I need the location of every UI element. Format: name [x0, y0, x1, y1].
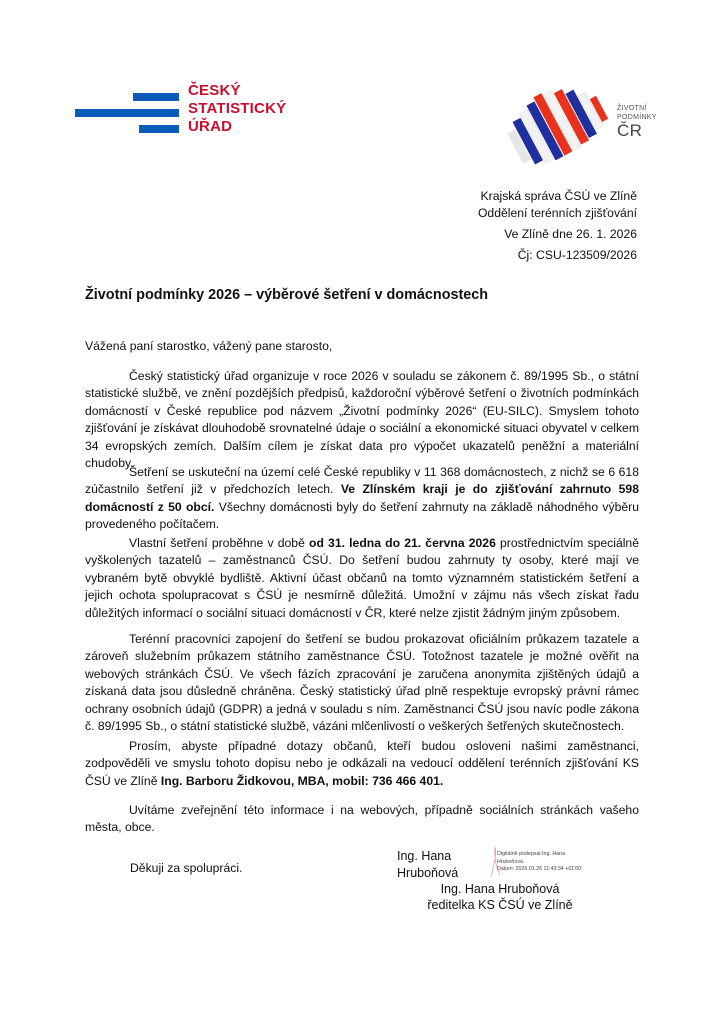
logo-line: ŽIVOTNÍ — [617, 105, 647, 112]
zivotni-podminky-logo — [505, 78, 657, 178]
paragraph-text: Vlastní šetření proběhne v době — [129, 536, 310, 550]
logo-cr: ČR — [617, 121, 643, 140]
paragraph-text: Terénní pracovníci zapojení do šetření se budou prokazovat oficiálním průkazem tazatele a zároveň služebním průkazem státního zaměstnance ČSÚ. Totožnost tazatele je možné ověřit na webových stránkách ČSÚ. Ve všech fázích zpracování je zaručena anonymita zjištěných údajů a získaná data jsou důsledně chráněna. Český statistický úřad plně respektuje evropský právní rámec ochrany osobních údajů (GDPR) a jedná v souladu s ním. Zaměstnanci ČSÚ jsou navíc podle zákona č. 89/1995 Sb., o státní statistické službě, vázáni mlčenlivostí o veškerých šetřených skutečnostech. — [85, 632, 639, 734]
salutation: Vážená paní starostko, vážený pane starosto, — [85, 339, 333, 353]
digital-signature-line: Digitálně podepsal Ing. Hana — [497, 851, 566, 857]
paragraph-1 — [85, 368, 639, 472]
logo-line: ÚŘAD — [188, 118, 233, 135]
contact-person: Ing. Barboru Židkovou, MBA, mobil: 736 466 401. — [160, 773, 444, 788]
paragraph-text: Český statistický úřad organizuje v roce 2026 v souladu se zákonem č. 89/1995 Sb., o státní statistické službě, ve znění pozdějších předpisů, každoroční výběrové šetření o životních podmínkách domácností v České republice pod názvem „Životní podmínky 2026“ (EU-SILC). Smyslem tohoto zjišťování je získávat dlouhodobě srovnatelné údaje o sociální a ekonomické situaci obyvatel v celkem 34 evropských zemích. Dalším cílem je získat data pro výpočet ukazatelů peněžní a materiální chudoby. — [85, 369, 639, 471]
zp-logo-text — [617, 104, 657, 140]
office-name: Krajská správa ČSÚ ve Zlíně — [480, 189, 637, 203]
department-name: Oddělení terénních zjišťování — [477, 206, 637, 220]
paragraph-text: Prosím, abyste případné dotazy občanů, kteří budou osloveni našimi zaměstnanci, zodpověděli ve smyslu tohoto dopisu nebo je odkázali na vedoucí oddělení terénních zjišťování KS ČSÚ ve Zlíně — [85, 739, 639, 788]
digital-signature-line: Hruboňová — [497, 858, 523, 865]
sender-address — [478, 188, 637, 264]
paragraph-text: Šetření se uskuteční na území celé České republiky v 11 368 domácnostech, z nichž se 6 618 zúčastnilo šetření již v předchozích letech. — [85, 465, 639, 497]
signatory-position: ředitelka KS ČSÚ ve Zlíně — [427, 898, 573, 912]
paragraph-text: Uvítáme zveřejnění této informace i na webových, případně sociálních stránkách vašeho města, obce. — [85, 803, 639, 835]
paragraph-2 — [85, 464, 639, 534]
digital-signature-date: Datum: 2026.01.26 11:43:34 +01'00' — [497, 866, 583, 872]
signature-line: Ing. Hana — [397, 849, 452, 863]
highlight-text: Ve Zlínském kraji je do zjišťování zahrnuto 598 domácností z 50 obcí. — [85, 482, 639, 514]
paragraph-text: prostřednictvím speciálně vyškolených tazatelů – zaměstnanců ČSÚ. Do šetření budou zahrnuty ty osoby, které mají ve vybraném bytě obvyklé bydliště. Aktivní účast občanů na tomto významném statistickém šetření a jejich ochota spolupracovat s ČSÚ je nesmírně důležitá. Umožní v zájmu nás všech získat řadu důležitých informací o sociální situaci domácností v ČR, které nelze zjistit žádným jiným způsobem. — [85, 536, 639, 620]
signature-line: Hruboňová — [397, 866, 459, 880]
striped-heart-icon — [505, 78, 617, 178]
logo-bar — [139, 125, 179, 133]
paragraph-4 — [85, 631, 639, 735]
csu-logo — [90, 84, 290, 144]
digital-signature-info — [497, 851, 582, 874]
logo-bar — [133, 93, 179, 101]
signature-name-handwritten — [397, 848, 458, 882]
reference-number: Čj: CSU-123509/2026 — [517, 248, 637, 262]
letter-date: Ve Zlíně dne 26. 1. 2026 — [504, 227, 637, 241]
survey-period: od 31. ledna do 21. června 2026 — [309, 536, 496, 550]
paragraph-3 — [85, 535, 639, 622]
letter-title: Životní podmínky 2026 – výběrové šetření v domácnostech — [85, 287, 489, 303]
paragraph-5 — [85, 738, 639, 790]
signatory-block — [420, 881, 580, 913]
csu-logo-text — [188, 82, 286, 136]
logo-line: ČESKÝ — [188, 82, 241, 99]
signatory-name: Ing. Hana Hruboňová — [440, 882, 560, 896]
paragraph-6 — [85, 802, 639, 837]
closing-thanks: Děkuji za spolupráci. — [130, 861, 243, 875]
paragraph-text: Všechny domácnosti byly do šetření zahrnuty na základě náhodného výběru provedeného počítačem. — [85, 499, 639, 532]
logo-bar — [75, 109, 179, 117]
logo-line: PODMÍNKY — [617, 114, 657, 121]
logo-line: STATISTICKÝ — [188, 100, 287, 117]
